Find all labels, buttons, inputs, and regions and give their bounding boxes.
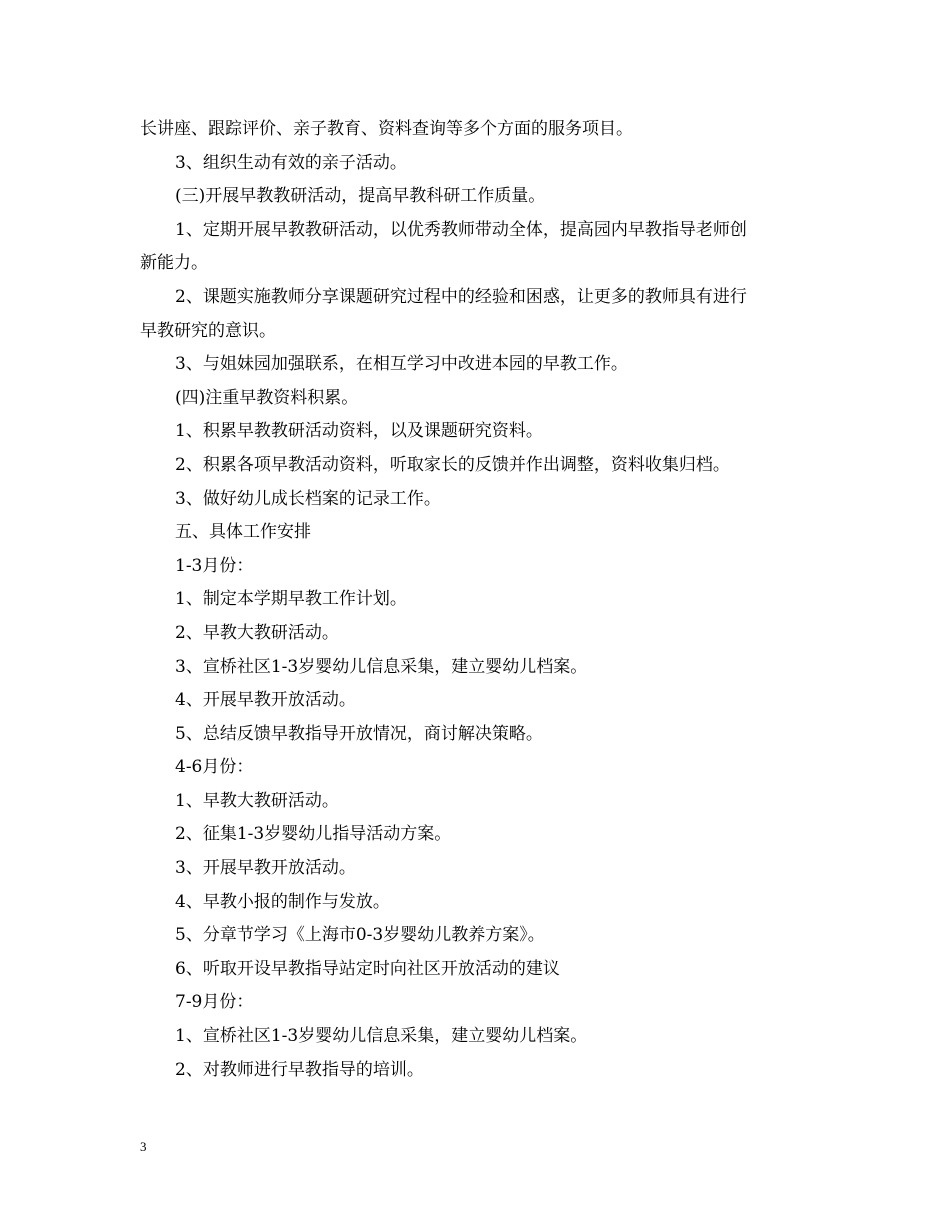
list-item: 5、分章节学习《上海市0-3岁婴幼儿教养方案》。 xyxy=(175,925,545,946)
list-item: 3、开展早教开放活动。 xyxy=(175,858,356,879)
section-heading: (三)开展早教教研活动，提高早教科研工作质量。 xyxy=(175,186,546,207)
paragraph-line: 3、做好幼儿成长档案的记录工作。 xyxy=(175,488,441,509)
paragraph-line: 1、定期开展早教教研活动，以优秀教师带动全体，提高园内早教指导老师创 xyxy=(175,219,747,240)
section-heading: (四)注重早教资料积累。 xyxy=(175,387,359,408)
list-item: 1、宣桥社区1-3岁婴幼儿信息采集，建立婴幼儿档案。 xyxy=(175,1026,588,1047)
list-item: 3、宣桥社区1-3岁婴幼儿信息采集，建立婴幼儿档案。 xyxy=(175,656,588,677)
paragraph-line: 2、积累各项早教活动资料，听取家长的反馈并作出调整，资料收集归档。 xyxy=(175,454,730,475)
section-heading: 五、具体工作安排 xyxy=(175,522,311,543)
paragraph-line: 2、课题实施教师分享课题研究过程中的经验和困惑，让更多的教师具有进行 xyxy=(175,286,747,307)
paragraph-line: 1、积累早教教研活动资料，以及课题研究资料。 xyxy=(175,421,543,442)
paragraph-line: 长讲座、跟踪评价、亲子教育、资料查询等多个方面的服务项目。 xyxy=(140,119,633,139)
paragraph-line: 3、与姐妹园加强联系，在相互学习中改进本园的早教工作。 xyxy=(175,354,628,375)
list-item: 1、制定本学期早教工作计划。 xyxy=(175,589,407,610)
document-body xyxy=(140,113,815,1087)
paragraph-line: 3、组织生动有效的亲子活动。 xyxy=(175,152,407,173)
period-heading: 4-6月份： xyxy=(175,757,254,778)
period-heading: 1-3月份： xyxy=(175,555,254,576)
list-item: 4、早教小报的制作与发放。 xyxy=(175,891,390,912)
paragraph-line: 早教研究的意识。 xyxy=(140,320,276,341)
paragraph-line: 新能力。 xyxy=(140,253,208,274)
list-item: 2、对教师进行早教指导的培训。 xyxy=(175,1059,424,1080)
list-item: 1、早教大教研活动。 xyxy=(175,790,339,811)
period-heading: 7-9月份： xyxy=(175,992,254,1013)
list-item: 4、开展早教开放活动。 xyxy=(175,690,356,711)
list-item: 2、早教大教研活动。 xyxy=(175,622,339,643)
list-item: 6、听取开设早教指导站定时向社区开放活动的建议 xyxy=(175,958,560,979)
page-number: 3 xyxy=(140,1139,147,1154)
list-item: 2、征集1-3岁婴幼儿指导活动方案。 xyxy=(175,824,452,845)
list-item: 5、总结反馈早教指导开放情况，商讨解决策略。 xyxy=(175,723,543,744)
